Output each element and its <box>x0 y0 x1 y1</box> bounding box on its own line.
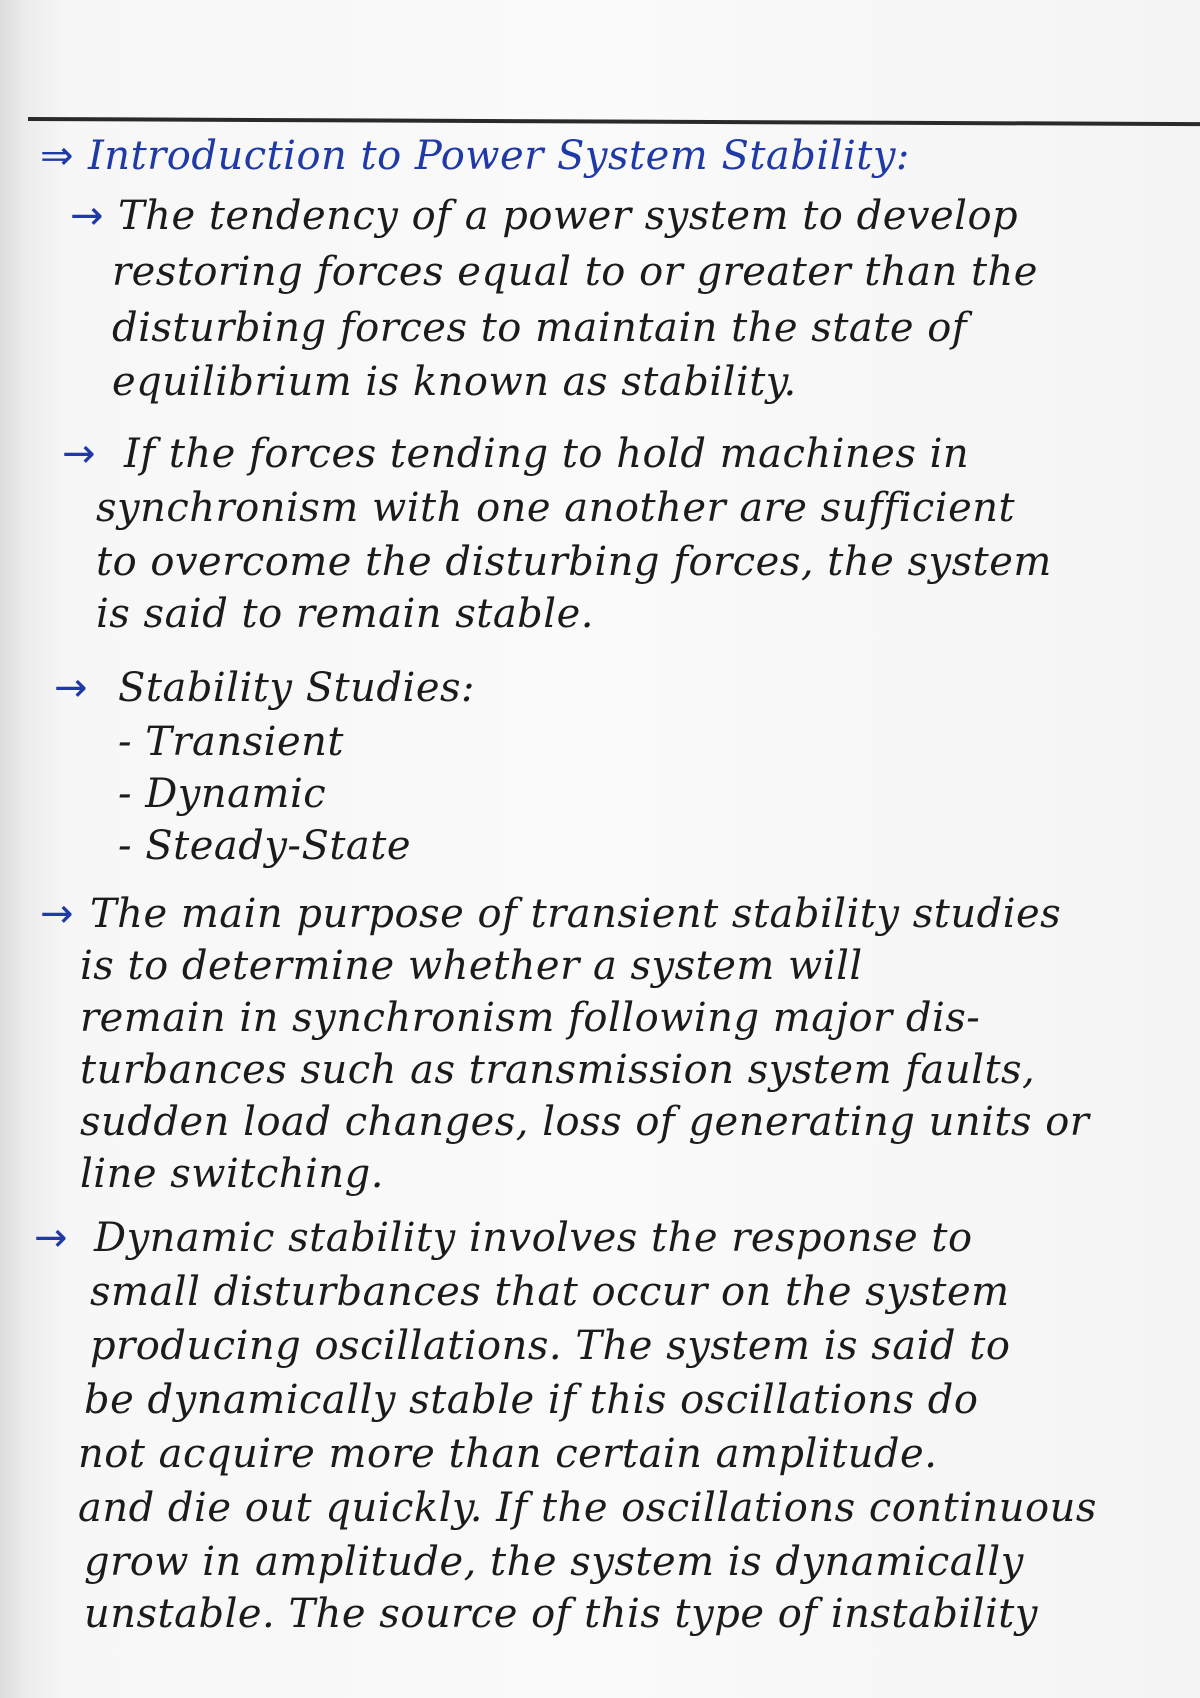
page-heading: Introduction to Power System Stability: <box>88 133 910 179</box>
bullet-arrow-icon: → <box>34 1215 68 1261</box>
heading-arrow-icon: ⇒ <box>40 133 74 179</box>
bullet-arrow-icon: → <box>40 891 74 937</box>
stability-studies-title: Stability Studies: <box>118 665 476 711</box>
list-item-steady-state: - Steady-State <box>118 823 412 869</box>
paragraph-3-line-5: sudden load changes, loss of generating units or <box>80 1099 1090 1145</box>
paragraph-1-line-2: restoring forces equal to or greater than the <box>112 249 1038 295</box>
paragraph-3-line-4: turbances such as transmission system faults, <box>80 1047 1036 1093</box>
paragraph-4-line-6: and die out quickly. If the oscillations continuous <box>78 1485 1097 1531</box>
paragraph-1-line-1: The tendency of a power system to develop <box>118 193 1019 239</box>
paragraph-3-line-6: line switching. <box>80 1151 384 1197</box>
paragraph-4-line-7: grow in amplitude, the system is dynamically <box>84 1539 1024 1585</box>
paragraph-4-line-5: not acquire more than certain amplitude. <box>78 1431 938 1477</box>
paragraph-1-line-3: disturbing forces to maintain the state of <box>112 305 968 351</box>
bullet-arrow-icon: → <box>54 665 88 711</box>
list-item-transient: - Transient <box>118 719 344 765</box>
paragraph-1-line-4: equilibrium is known as stability. <box>112 359 797 405</box>
paragraph-2-line-1: If the forces tending to hold machines in <box>124 431 970 477</box>
paragraph-4-line-2: small disturbances that occur on the system <box>90 1269 1010 1315</box>
paragraph-2-line-2: synchronism with one another are sufficient <box>96 485 1016 531</box>
paragraph-4-line-4: be dynamically stable if this oscillations do <box>84 1377 979 1423</box>
paragraph-3-line-3: remain in synchronism following major dis- <box>80 995 981 1041</box>
paragraph-4-line-3: producing oscillations. The system is said to <box>90 1323 1011 1369</box>
paragraph-2-line-3: to overcome the disturbing forces, the system <box>96 539 1052 585</box>
paragraph-4-line-8: unstable. The source of this type of instability <box>84 1591 1038 1637</box>
bullet-arrow-icon: → <box>62 431 96 477</box>
bullet-arrow-icon: → <box>70 193 104 239</box>
paragraph-2-line-4: is said to remain stable. <box>96 591 594 637</box>
list-item-dynamic: - Dynamic <box>118 771 327 817</box>
paragraph-4-line-1: Dynamic stability involves the response to <box>94 1215 973 1261</box>
paragraph-3-line-2: is to determine whether a system will <box>80 943 863 989</box>
paragraph-3-line-1: The main purpose of transient stability studies <box>90 891 1062 937</box>
